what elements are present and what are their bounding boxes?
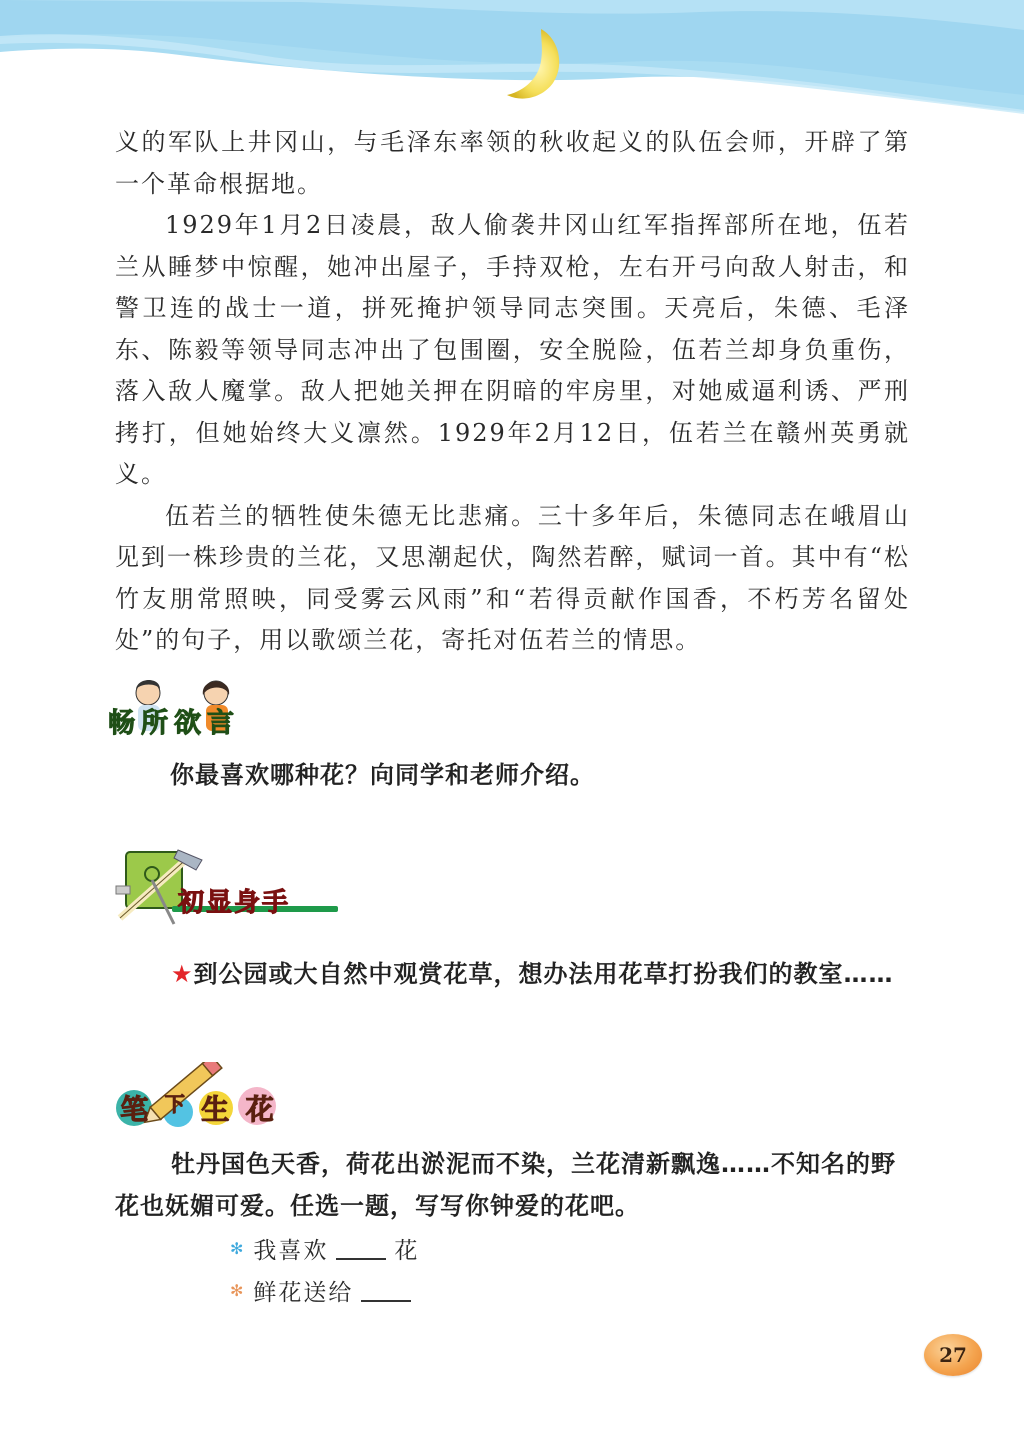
fill-in-blank[interactable] [361,1280,411,1302]
crescent-moon-icon [495,25,575,105]
practice-section-header [112,848,338,926]
practice-title: 初显身手 [178,888,291,918]
writing-section-header [112,1062,282,1132]
discuss-prompt: 你最喜欢哪种花？向同学和老师介绍。 [170,761,595,789]
discuss-section-header [108,675,258,737]
story-paragraph-2: 1929年1月2日凌晨，敌人偷袭井冈山红军指挥部所在地，伍若兰从睡梦中惊醒，她冲出屋子，手持双枪，左右开弓向敌人射击，和警卫连的战士一道，拼死掩护领导同志突围。天亮后，朱德、毛泽东、陈毅等领导同志冲出了包围圈，安全脱险，伍若兰却身负重伤，落入敌人魔掌。敌人把她关押在阴暗的牢房里，对她威逼利诱、严刑拷打，但她始终大义凛然。1929年2月12日，伍若兰在赣州英勇就义。 [115,211,910,488]
bullet-icon: ✻ [230,1239,246,1258]
writing-intro: 牡丹国色天香，荷花出淤泥而不染，兰花清新飘逸……不知名的野花也妩媚可爱。任选一题，写写你钟爱的花吧。 [115,1150,896,1220]
fill-in-blank[interactable] [336,1238,386,1260]
practice-task: ★到公园或大自然中观赏花草，想办法用花草打扮我们的教室…… [171,960,894,988]
writing-option-1: ✻ 我喜欢 花 [230,1238,420,1264]
writing-title: 笔 下 生 花 [120,1092,274,1126]
writing-option-2: ✻ 鲜花送给 [230,1274,419,1307]
story-paragraph-3: 伍若兰的牺牲使朱德无比悲痛。三十多年后，朱德同志在峨眉山见到一株珍贵的兰花，又思潮起伏，陶然若醉，赋词一首。其中有“松竹友朋常照映，同受雾云风雨”和“若得贡献作国香，不朽芳名留处处”的句子，用以歌颂兰花，寄托对伍若兰的情思。 [115,501,910,654]
bullet-icon: ✻ [230,1281,246,1300]
story-paragraph-1: 义的军队上井冈山，与毛泽东率领的秋收起义的队伍会师，开辟了第一个革命根据地。 [115,128,910,198]
page-number: 27 [924,1334,982,1376]
discuss-title: 畅所欲言 [108,708,240,739]
story-text [115,122,910,662]
star-icon: ★ [171,960,194,988]
